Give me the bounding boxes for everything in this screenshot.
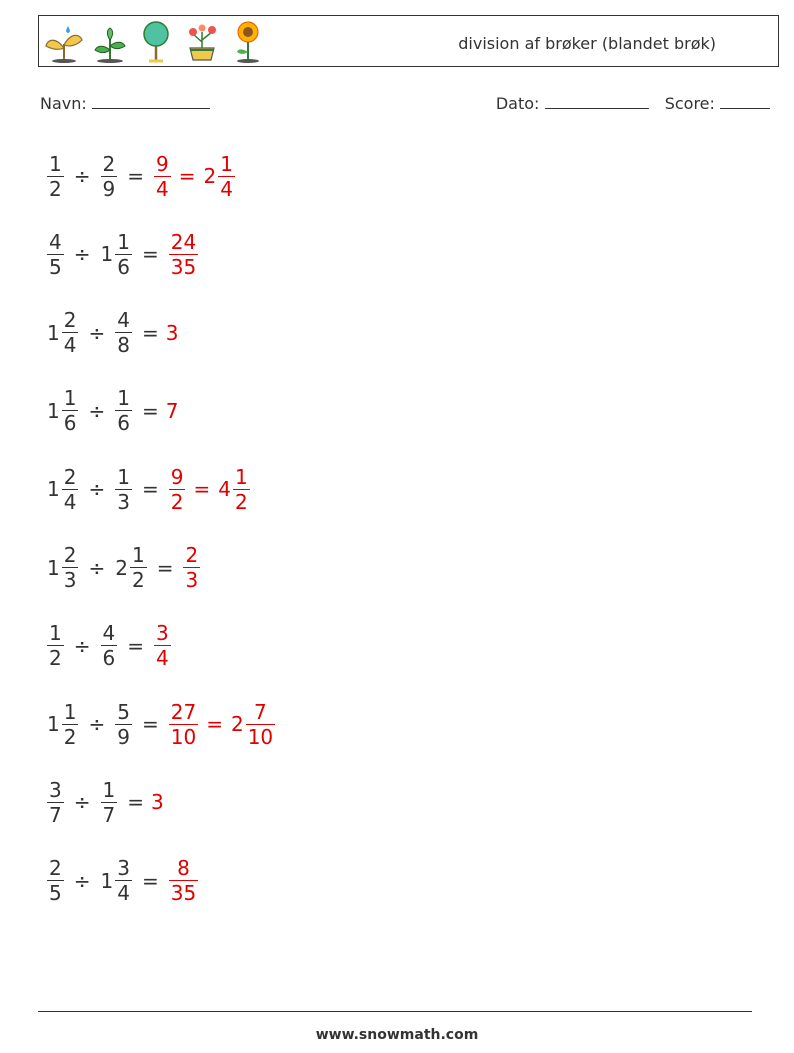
denominator: 3 bbox=[185, 568, 199, 592]
fraction bbox=[115, 465, 132, 514]
fraction bbox=[115, 386, 132, 435]
denominator: 4 bbox=[63, 333, 77, 358]
whole-number: 1 bbox=[100, 242, 114, 267]
denominator: 10 bbox=[170, 724, 197, 749]
operand bbox=[112, 465, 135, 514]
fraction bbox=[154, 152, 171, 201]
equals-sign: = bbox=[178, 164, 196, 188]
fraction bbox=[62, 700, 79, 749]
numerator: 24 bbox=[170, 229, 197, 254]
numerator: 4 bbox=[49, 229, 62, 254]
answer bbox=[166, 700, 278, 749]
name-label: Navn: bbox=[40, 94, 87, 113]
whole-number: 1 bbox=[47, 398, 60, 423]
denominator: 2 bbox=[49, 176, 62, 201]
fraction bbox=[183, 543, 200, 592]
numerator: 5 bbox=[117, 699, 130, 724]
whole-number: 1 bbox=[100, 868, 114, 893]
operand bbox=[98, 778, 121, 827]
denominator: 3 bbox=[63, 568, 77, 592]
whole-number: 1 bbox=[47, 320, 60, 345]
potted-flowers-icon bbox=[181, 18, 223, 66]
denominator: 2 bbox=[234, 489, 248, 514]
answer-integer: 3 bbox=[151, 790, 164, 815]
fraction bbox=[101, 778, 118, 827]
equals-sign: = bbox=[156, 555, 174, 580]
fraction bbox=[115, 308, 132, 357]
denominator: 8 bbox=[117, 333, 130, 358]
worksheet-header bbox=[38, 15, 779, 67]
numerator: 3 bbox=[117, 856, 130, 881]
fraction bbox=[62, 465, 79, 514]
fraction bbox=[154, 621, 171, 670]
numerator: 2 bbox=[102, 151, 116, 176]
operand bbox=[44, 856, 67, 905]
operand bbox=[201, 152, 238, 201]
problem-row bbox=[44, 538, 203, 598]
denominator: 7 bbox=[102, 802, 116, 827]
numerator: 1 bbox=[234, 464, 248, 489]
denominator: 4 bbox=[220, 176, 233, 201]
operand bbox=[44, 152, 67, 201]
denominator: 35 bbox=[170, 881, 197, 906]
denominator: 2 bbox=[170, 489, 184, 514]
equals-sign: = bbox=[141, 242, 159, 267]
fraction bbox=[233, 465, 250, 514]
whole-number: 1 bbox=[47, 555, 60, 580]
numerator: 4 bbox=[117, 308, 130, 333]
denominator: 4 bbox=[156, 646, 169, 671]
whole-number: 1 bbox=[47, 477, 60, 502]
fraction bbox=[115, 230, 132, 279]
divide-sign: ÷ bbox=[73, 790, 91, 815]
problem-row bbox=[44, 694, 278, 754]
name-blank[interactable] bbox=[92, 94, 210, 109]
name-field bbox=[40, 94, 210, 113]
operand bbox=[112, 543, 149, 592]
equals-sign: = bbox=[141, 712, 159, 737]
date-score-fields bbox=[496, 94, 770, 113]
operand bbox=[98, 152, 121, 201]
divide-sign: ÷ bbox=[88, 555, 106, 580]
fraction bbox=[169, 700, 198, 749]
numerator: 9 bbox=[170, 464, 184, 489]
fraction bbox=[47, 230, 64, 279]
denominator: 6 bbox=[102, 646, 116, 671]
denominator: 2 bbox=[131, 568, 145, 592]
whole-number: 2 bbox=[203, 164, 217, 188]
operand bbox=[44, 778, 67, 827]
numerator: 1 bbox=[117, 386, 130, 411]
worksheet-title: division af brøker (blandet brøk) bbox=[458, 34, 716, 53]
score-label: Score: bbox=[664, 94, 715, 113]
fraction bbox=[130, 543, 147, 592]
answer bbox=[166, 321, 179, 345]
answer-integer: 7 bbox=[165, 398, 179, 423]
date-blank[interactable] bbox=[545, 94, 649, 109]
operand bbox=[112, 308, 135, 357]
fraction bbox=[62, 308, 79, 357]
operand bbox=[215, 465, 252, 514]
operand bbox=[44, 308, 81, 357]
footer-url: www.snowmath.com bbox=[315, 1027, 479, 1043]
numerator: 9 bbox=[156, 151, 169, 176]
numerator: 1 bbox=[63, 386, 77, 411]
tree-icon bbox=[135, 18, 177, 66]
equals-sign: = bbox=[127, 164, 144, 188]
denominator: 2 bbox=[49, 646, 62, 671]
answer bbox=[151, 152, 238, 201]
sprout-icon bbox=[43, 18, 85, 66]
problem-row bbox=[44, 224, 201, 284]
numerator: 2 bbox=[63, 543, 77, 567]
equals-sign: = bbox=[127, 790, 144, 815]
divide-sign: ÷ bbox=[73, 164, 91, 188]
operand bbox=[44, 621, 67, 670]
answer bbox=[180, 543, 203, 592]
denominator: 9 bbox=[102, 176, 116, 201]
operand bbox=[112, 386, 135, 435]
sunflower-icon bbox=[227, 18, 269, 66]
numerator: 1 bbox=[220, 151, 233, 176]
answer bbox=[166, 856, 201, 905]
fraction bbox=[101, 621, 118, 670]
equals-sign: = bbox=[141, 868, 159, 893]
equals-sign: = bbox=[141, 320, 159, 345]
denominator: 4 bbox=[117, 881, 130, 906]
answer bbox=[151, 621, 174, 670]
fraction bbox=[47, 152, 64, 201]
fraction bbox=[47, 856, 64, 905]
fraction bbox=[62, 386, 79, 435]
problem-row bbox=[44, 851, 201, 911]
numerator: 1 bbox=[117, 229, 130, 254]
numerator: 1 bbox=[117, 464, 130, 489]
operand bbox=[228, 700, 278, 749]
answer bbox=[166, 399, 179, 423]
score-blank[interactable] bbox=[720, 94, 770, 109]
denominator: 3 bbox=[117, 489, 130, 514]
header-icons bbox=[43, 18, 269, 66]
numerator: 2 bbox=[63, 308, 77, 333]
numerator: 1 bbox=[131, 543, 145, 567]
divide-sign: ÷ bbox=[88, 398, 106, 423]
operand bbox=[44, 543, 81, 592]
numerator: 7 bbox=[254, 699, 267, 724]
fraction bbox=[47, 621, 64, 670]
fraction bbox=[169, 465, 186, 514]
denominator: 6 bbox=[63, 411, 77, 436]
denominator: 2 bbox=[63, 724, 77, 749]
problem-row bbox=[44, 772, 164, 832]
equals-sign: = bbox=[206, 712, 223, 737]
numerator: 27 bbox=[170, 699, 197, 724]
operand bbox=[98, 230, 135, 279]
problem-row bbox=[44, 381, 178, 441]
denominator: 5 bbox=[49, 254, 62, 279]
divide-sign: ÷ bbox=[88, 477, 106, 502]
fraction bbox=[115, 856, 132, 905]
equals-sign: = bbox=[127, 633, 144, 658]
numerator: 1 bbox=[49, 621, 62, 646]
operand bbox=[112, 700, 135, 749]
divide-sign: ÷ bbox=[88, 320, 106, 345]
denominator: 9 bbox=[117, 724, 130, 749]
denominator: 6 bbox=[117, 411, 130, 436]
equals-sign: = bbox=[141, 477, 159, 502]
numerator: 2 bbox=[185, 543, 199, 567]
fraction bbox=[101, 152, 118, 201]
operand bbox=[44, 465, 81, 514]
problem-row bbox=[44, 616, 174, 676]
divide-sign: ÷ bbox=[73, 868, 91, 893]
numerator: 1 bbox=[49, 151, 62, 176]
equals-sign: = bbox=[193, 477, 211, 502]
seedling-icon bbox=[89, 18, 131, 66]
divide-sign: ÷ bbox=[73, 633, 91, 658]
whole-number: 4 bbox=[218, 477, 231, 502]
denominator: 6 bbox=[117, 254, 130, 279]
answer bbox=[166, 465, 253, 514]
operand bbox=[98, 856, 135, 905]
numerator: 1 bbox=[102, 777, 116, 802]
fraction bbox=[246, 700, 275, 749]
answer bbox=[151, 790, 164, 814]
numerator: 3 bbox=[156, 621, 169, 646]
denominator: 5 bbox=[49, 881, 62, 906]
answer bbox=[166, 230, 201, 279]
date-label: Dato: bbox=[495, 94, 540, 113]
divide-sign: ÷ bbox=[88, 712, 106, 737]
divide-sign: ÷ bbox=[73, 242, 91, 267]
numerator: 3 bbox=[49, 777, 62, 802]
answer-integer: 3 bbox=[165, 320, 179, 345]
footer-divider bbox=[38, 1011, 752, 1012]
operand bbox=[44, 700, 81, 749]
numerator: 2 bbox=[49, 856, 62, 881]
operand bbox=[44, 386, 81, 435]
whole-number: 2 bbox=[230, 712, 244, 737]
denominator: 35 bbox=[170, 254, 197, 279]
problem-row bbox=[44, 459, 253, 519]
numerator: 4 bbox=[102, 621, 116, 646]
whole-number: 2 bbox=[115, 555, 128, 580]
fraction bbox=[47, 778, 64, 827]
denominator: 4 bbox=[156, 176, 169, 201]
fraction bbox=[62, 543, 79, 592]
fraction bbox=[169, 230, 198, 279]
denominator: 10 bbox=[247, 724, 274, 749]
problem-row bbox=[44, 146, 238, 206]
problem-row bbox=[44, 303, 178, 363]
numerator: 1 bbox=[63, 699, 77, 724]
operand bbox=[98, 621, 121, 670]
fraction bbox=[218, 152, 235, 201]
numerator: 8 bbox=[177, 856, 190, 881]
fraction bbox=[115, 700, 132, 749]
numerator: 2 bbox=[63, 464, 77, 489]
whole-number: 1 bbox=[47, 712, 60, 737]
equals-sign: = bbox=[141, 398, 159, 423]
operand bbox=[44, 230, 67, 279]
denominator: 7 bbox=[49, 802, 62, 827]
fraction bbox=[169, 856, 198, 905]
denominator: 4 bbox=[63, 489, 77, 514]
